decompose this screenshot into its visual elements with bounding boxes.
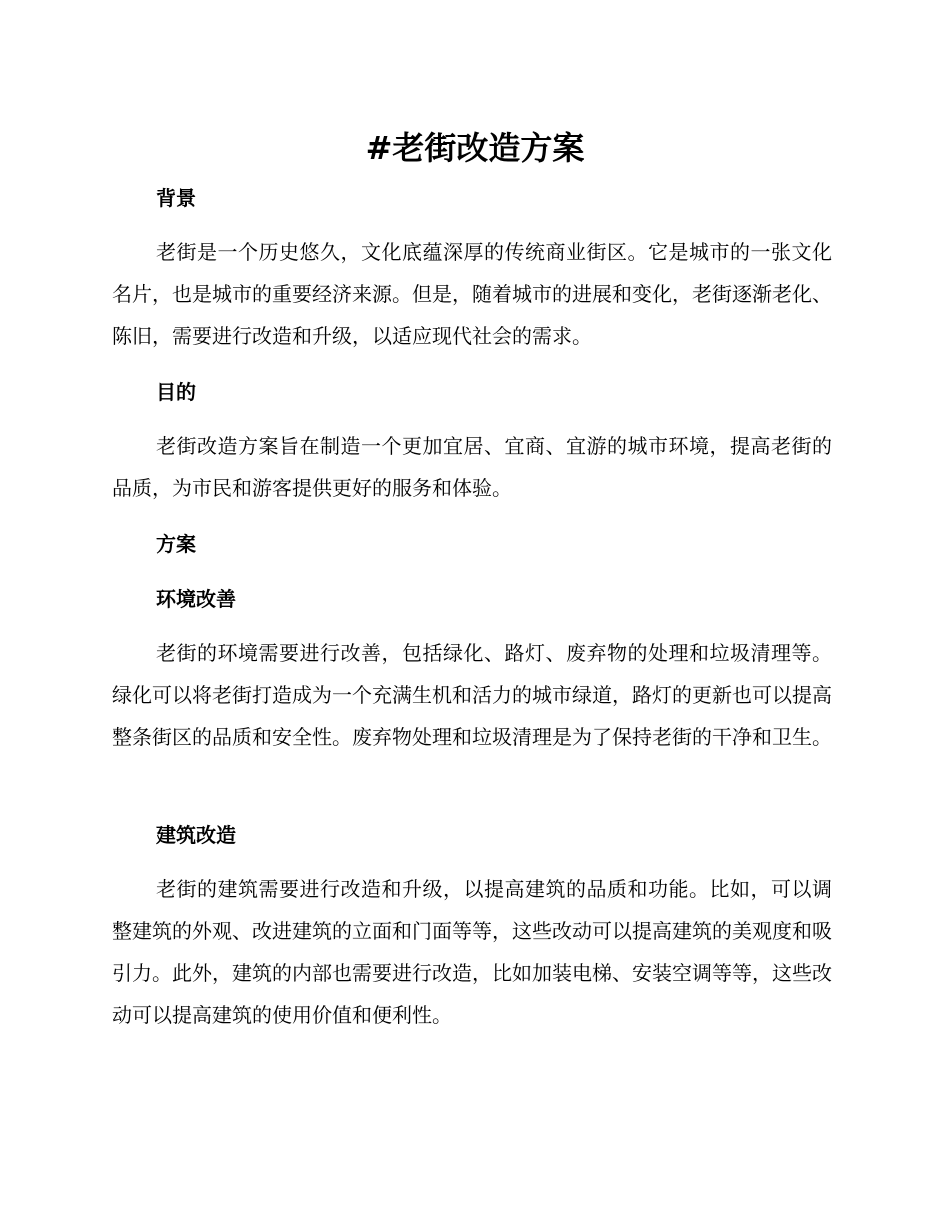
paragraph-background: 老街是一个历史悠久，文化底蕴深厚的传统商业街区。它是城市的一张文化名片，也是城市的重要经济来源。但是，随着城市的进展和变化，老街逐渐老化、陈旧，需要进行改造和升级，以适应现代社会的需求。 [112, 240, 832, 348]
paragraph-building: 老街的建筑需要进行改造和升级，以提高建筑的品质和功能。比如，可以调整建筑的外观、改进建筑的立面和门面等等，这些改动可以提高建筑的美观度和吸引力。此外，建筑的内部也需要进行改造，比如加装电梯、安装空调等等，这些改动可以提高建筑的使用价值和便利性。 [112, 877, 832, 1027]
heading-environment: 环境改善 [156, 587, 236, 611]
heading-plan: 方案 [156, 532, 196, 556]
page-title: #老街改造方案 [365, 129, 585, 167]
heading-building: 建筑改造 [156, 823, 236, 847]
paragraph-purpose: 老街改造方案旨在制造一个更加宜居、宜商、宜游的城市环境，提高老街的品质，为市民和游客提供更好的服务和体验。 [112, 434, 832, 500]
paragraph-environment: 老街的环境需要进行改善，包括绿化、路灯、废弃物的处理和垃圾清理等。绿化可以将老街打造成为一个充满生机和活力的城市绿道，路灯的更新也可以提高整条街区的品质和安全性。废弃物处理和垃圾清理是为了保持老街的干净和卫生。 [112, 641, 832, 749]
heading-purpose: 目的 [156, 380, 196, 404]
heading-background: 背景 [156, 186, 196, 210]
